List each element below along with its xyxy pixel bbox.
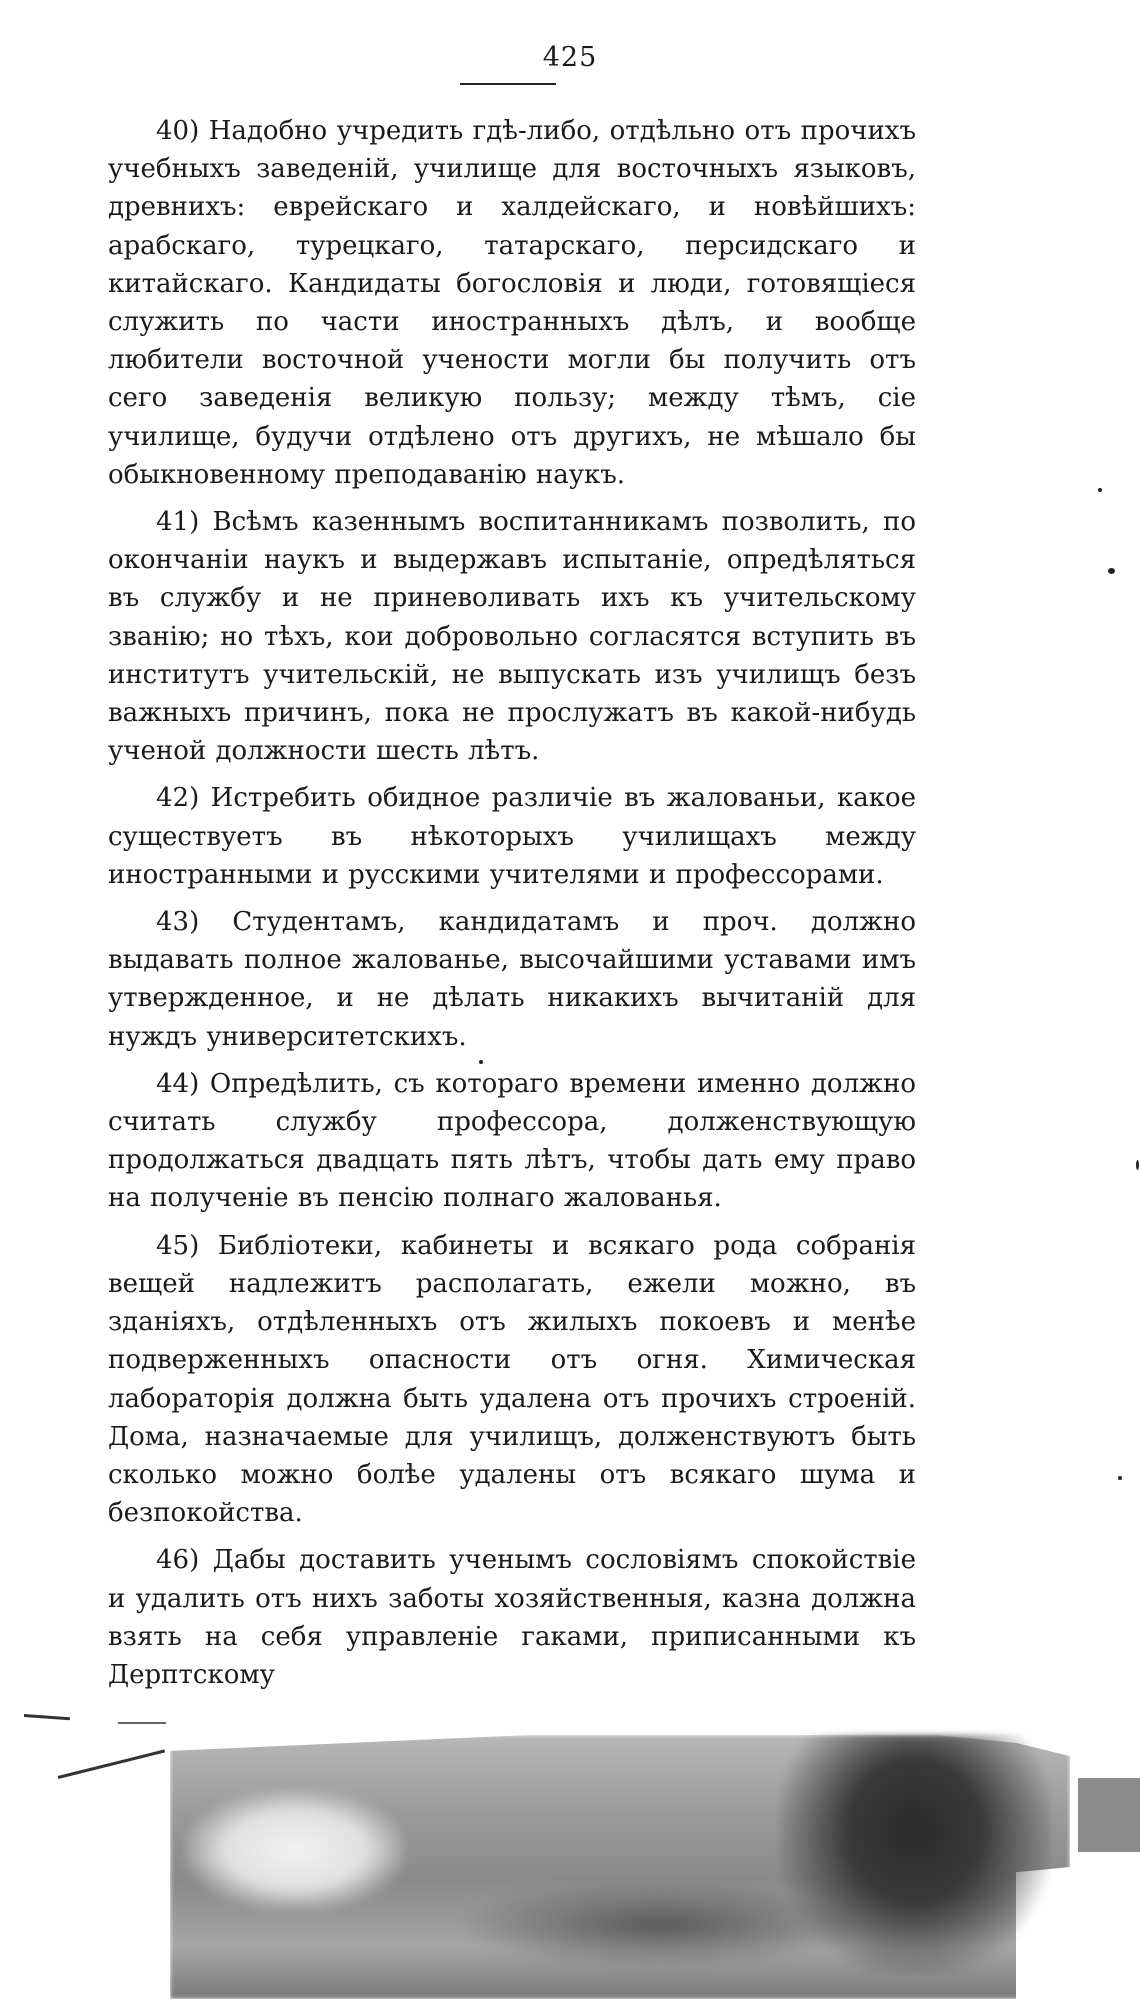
scan-dash [118, 1722, 166, 1724]
body-text [108, 112, 916, 1703]
scan-speck [1118, 1476, 1122, 1480]
scan-dash [58, 1749, 165, 1779]
paragraph-41: 41) Всѣмъ казеннымъ воспитанникамъ позволить, по окончанiи наукъ и выдержавъ испытанiе, опредѣляться въ службу и не приневоливать ихъ къ учительскому званiю; но тѣхъ, кои добровольно согласятся вступить въ институтъ учительскiй, не выпускать изъ училищъ безъ важныхъ причинъ, пока не прослужатъ въ какой-нибудь ученой должности шесть лѣтъ. [108, 507, 916, 767]
paragraph-45: 45) Библiотеки, кабинеты и всякаго рода собранiя вещей надлежитъ располагать, ежели можно, въ зданiяхъ, отдѣленныхъ отъ жилыхъ покоевъ и менѣе подверженныхъ опасности отъ огня. Химическая лабораторiя должна быть удалена отъ прочихъ строенiй. Дома, назначаемые для училищъ, долженствуютъ быть сколько можно болѣе удалены отъ всякаго шума и безпокойства. [108, 1230, 916, 1529]
paragraph-46: 46) Дабы доставить ученымъ сословiямъ спокойствiе и удалить отъ нихъ заботы хозяйственныя, казна должна взять на себя управленiе гаками, приписанными къ Дерптскому [108, 1545, 916, 1690]
paragraph-40: 40) Надобно учредить гдѣ-либо, отдѣльно отъ прочихъ учебныхъ заведенiй, училище для восточныхъ языковъ, древнихъ: еврейскаго и халдейскаго, и новѣйшихъ: арабскаго, турецкаго, татарскаго, персидскаго и китайскаго. Кандидаты богословiя и люди, готовящiеся служить по части иностранныхъ дѣлъ, и вообще любители восточной учености могли бы получить отъ сего заведенiя великую пользу; между тѣмъ, сiе училище, будучи отдѣлено отъ другихъ, не мѣшало бы обыкновенному преподаванiю наукъ. [108, 116, 916, 490]
paragraph-44: 44) Опредѣлить, съ котораго времени именно должно считать службу профессора, долженствующую продолжаться двадцать пять лѣтъ, чтобы дать ему право на полученiе въ пенсiю полнаго жалованья. [108, 1068, 916, 1214]
scan-smudge-dark [780, 1735, 1050, 1975]
page-number-rule [460, 83, 556, 85]
scan-speck [1108, 568, 1115, 574]
scan-dash [24, 1714, 70, 1720]
paragraph-42: 42) Истребить обидное различiе въ жалованьи, какое существуетъ въ нѣкоторыхъ училищахъ между иностранными и русскими учителями и профессорами. [108, 783, 916, 890]
scan-edge-tab [1078, 1778, 1140, 1852]
scan-speck [479, 1060, 483, 1064]
paragraph-43: 43) Студентамъ, кандидатамъ и проч. должно выдавать полное жалованье, высочайшими уставами имъ утвержденное, и не дѣлать никакихъ вычитанiй для нуждъ университетскихъ. [108, 907, 916, 1052]
page-number: 425 [542, 42, 598, 73]
scan-speck [1136, 1160, 1139, 1170]
scan-speck [1098, 488, 1102, 492]
scan-smudge-light [185, 1790, 405, 1910]
